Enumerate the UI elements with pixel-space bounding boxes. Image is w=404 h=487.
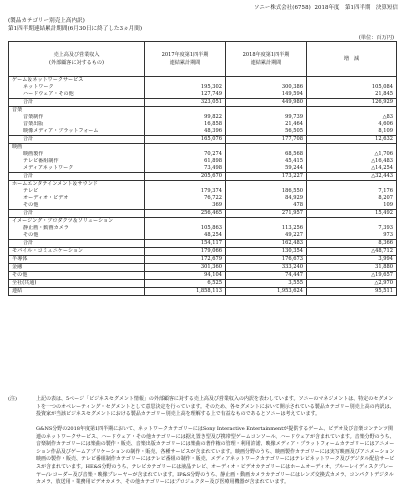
value-fy2017: 195,302 bbox=[145, 84, 226, 91]
row-label: 映画製作 bbox=[9, 151, 145, 158]
value-fy2018: 449,980 bbox=[226, 99, 307, 107]
value-change bbox=[307, 77, 397, 85]
period-title: 第1四半期連結累計期間(6月30日に終了した3ヵ月間) bbox=[8, 26, 143, 32]
table-row bbox=[9, 158, 397, 165]
value-fy2018: 176,673 bbox=[226, 256, 307, 264]
value-fy2018 bbox=[226, 107, 307, 115]
value-change: 95,511 bbox=[307, 288, 397, 296]
value-fy2018: 21,464 bbox=[226, 121, 307, 128]
row-label: 合計 bbox=[9, 210, 145, 218]
value-change: △2,970 bbox=[307, 280, 397, 288]
value-fy2017: 16,858 bbox=[145, 121, 226, 128]
section-title: (製品カテゴリー別売上高内訳) bbox=[8, 18, 85, 24]
value-change: 12,632 bbox=[307, 136, 397, 144]
value-fy2018: 45,415 bbox=[226, 158, 307, 165]
value-change: △19,657 bbox=[307, 272, 397, 280]
row-label: 合計 bbox=[9, 136, 145, 144]
table-row bbox=[9, 128, 397, 136]
value-fy2018: 84,929 bbox=[226, 195, 307, 202]
value-change: 8,207 bbox=[307, 195, 397, 202]
value-change: 8,366 bbox=[307, 240, 397, 248]
value-change: 8,109 bbox=[307, 128, 397, 136]
report-name: 2018年度 第1四半期 決算短信 bbox=[314, 5, 398, 11]
value-fy2018 bbox=[226, 77, 307, 85]
row-label: 合計 bbox=[9, 99, 145, 107]
value-fy2017: 127,749 bbox=[145, 91, 226, 99]
value-fy2017: 1,858,113 bbox=[145, 288, 226, 296]
table-row bbox=[9, 91, 397, 99]
value-fy2018: 271,957 bbox=[226, 210, 307, 218]
table-row bbox=[9, 84, 397, 91]
value-fy2018: 162,483 bbox=[226, 240, 307, 248]
row-label: イメージング・プロダクツ＆ソリューション bbox=[9, 218, 145, 226]
value-change bbox=[307, 107, 397, 115]
value-fy2018: 478 bbox=[226, 202, 307, 210]
value-fy2017: 369 bbox=[145, 202, 226, 210]
header-fy2017: 2017年度第1四半期 連結累計期間 bbox=[145, 42, 226, 77]
value-fy2018: 300,386 bbox=[226, 84, 307, 91]
value-fy2017: 154,117 bbox=[145, 240, 226, 248]
row-label: 音楽 bbox=[9, 107, 145, 115]
value-fy2017: 301,360 bbox=[145, 264, 226, 272]
table-row bbox=[9, 256, 397, 264]
value-change: 15,492 bbox=[307, 210, 397, 218]
row-label: 音楽制作 bbox=[9, 114, 145, 121]
row-label: メディアネットワーク bbox=[9, 165, 145, 173]
row-label: 音楽出版 bbox=[9, 121, 145, 128]
value-fy2017: 179,066 bbox=[145, 248, 226, 256]
value-fy2017 bbox=[145, 77, 226, 85]
value-change: △83 bbox=[307, 114, 397, 121]
value-fy2018: 68,568 bbox=[226, 151, 307, 158]
value-fy2018: 130,354 bbox=[226, 248, 307, 256]
value-change: △14,254 bbox=[307, 165, 397, 173]
value-fy2018: 99,739 bbox=[226, 114, 307, 121]
value-fy2017: 99,822 bbox=[145, 114, 226, 121]
row-label: その他 bbox=[9, 232, 145, 240]
report-header bbox=[254, 3, 398, 11]
table-row bbox=[9, 151, 397, 158]
table-row bbox=[9, 202, 397, 210]
table-row bbox=[9, 181, 397, 189]
table-row bbox=[9, 173, 397, 181]
table-row bbox=[9, 136, 397, 144]
table-row bbox=[9, 232, 397, 240]
value-change: △48,712 bbox=[307, 248, 397, 256]
value-change: 4,606 bbox=[307, 121, 397, 128]
value-fy2018: 333,240 bbox=[226, 264, 307, 272]
value-fy2017: 179,374 bbox=[145, 188, 226, 195]
table-row bbox=[9, 121, 397, 128]
value-change bbox=[307, 144, 397, 152]
value-change: 109 bbox=[307, 202, 397, 210]
value-change bbox=[307, 181, 397, 189]
value-change: 31,880 bbox=[307, 264, 397, 272]
value-fy2017 bbox=[145, 144, 226, 152]
table-row bbox=[9, 144, 397, 152]
value-change: 126,929 bbox=[307, 99, 397, 107]
value-fy2017: 256,465 bbox=[145, 210, 226, 218]
value-fy2018: 59,244 bbox=[226, 165, 307, 173]
value-fy2017: 6,525 bbox=[145, 280, 226, 288]
row-label: ハードウェア・その他 bbox=[9, 91, 145, 99]
company-name: ソニー株式会社(6758) bbox=[253, 5, 311, 11]
notes-paragraph-1: 上記の表は、5ページ「ビジネスセグメント情報」の外部顧客に対する売上高及び営業収入の内訳を表わしています。ソニーのマネジメントは、特定のセグメントを一つのオペレーティング・セグメントとして意思決定を行っています。そのため、各セグメントにおいて開示されている製品カテゴリー別売上高の内訳は、投資家が当該ビジネスセグメントにおける製品カテゴリー別売上高を理解する上で有益なものであるとソニーは考えています。 bbox=[36, 396, 395, 418]
value-fy2018 bbox=[226, 144, 307, 152]
value-fy2017: 48,254 bbox=[145, 232, 226, 240]
header-fy2018: 2018年度第1四半期 連結累計期間 bbox=[226, 42, 307, 77]
table-row bbox=[9, 188, 397, 195]
value-fy2017: 105,863 bbox=[145, 225, 226, 232]
value-fy2017 bbox=[145, 107, 226, 115]
value-fy2017: 165,076 bbox=[145, 136, 226, 144]
row-label: その他 bbox=[9, 272, 145, 280]
row-label: モバイル・コミュニケーション bbox=[9, 248, 145, 256]
table-row bbox=[9, 107, 397, 115]
value-change: △32,443 bbox=[307, 173, 397, 181]
value-change: 105,084 bbox=[307, 84, 397, 91]
table-row bbox=[9, 240, 397, 248]
row-label: 金融 bbox=[9, 264, 145, 272]
table-row bbox=[9, 210, 397, 218]
value-fy2018: 56,505 bbox=[226, 128, 307, 136]
row-label: 映画 bbox=[9, 144, 145, 152]
value-fy2018: 74,447 bbox=[226, 272, 307, 280]
table-header-row bbox=[9, 42, 397, 77]
value-change bbox=[307, 218, 397, 226]
value-fy2017: 73,498 bbox=[145, 165, 226, 173]
row-label: 半導体 bbox=[9, 256, 145, 264]
row-label: 合計 bbox=[9, 240, 145, 248]
row-label: ホームエンタテインメント＆サウンド bbox=[9, 181, 145, 189]
table-row bbox=[9, 280, 397, 288]
value-change: △1,706 bbox=[307, 151, 397, 158]
value-change: 7,176 bbox=[307, 188, 397, 195]
value-fy2018: 1,953,624 bbox=[226, 288, 307, 296]
value-change: 3,994 bbox=[307, 256, 397, 264]
value-fy2017: 94,104 bbox=[145, 272, 226, 280]
row-label: 連結 bbox=[9, 288, 145, 296]
table-row bbox=[9, 77, 397, 85]
value-fy2017: 205,670 bbox=[145, 173, 226, 181]
value-fy2018: 186,550 bbox=[226, 188, 307, 195]
value-fy2017 bbox=[145, 218, 226, 226]
value-fy2017: 48,396 bbox=[145, 128, 226, 136]
row-label: オーディオ・ビデオ bbox=[9, 195, 145, 202]
value-fy2017: 323,051 bbox=[145, 99, 226, 107]
notes-mark: (注) bbox=[8, 396, 17, 402]
table-row bbox=[9, 195, 397, 202]
row-label: 全社(共通) bbox=[9, 280, 145, 288]
value-fy2017: 76,722 bbox=[145, 195, 226, 202]
value-fy2018: 177,708 bbox=[226, 136, 307, 144]
value-change: 21,845 bbox=[307, 91, 397, 99]
value-fy2017: 61,898 bbox=[145, 158, 226, 165]
table-row bbox=[9, 99, 397, 107]
value-change: △16,483 bbox=[307, 158, 397, 165]
table-row bbox=[9, 165, 397, 173]
table-row bbox=[9, 288, 397, 296]
unit-label: (単位：百万円) bbox=[358, 35, 394, 41]
value-fy2018 bbox=[226, 181, 307, 189]
table-row bbox=[9, 218, 397, 226]
value-fy2017: 172,679 bbox=[145, 256, 226, 264]
row-label: 静止画・動画カメラ bbox=[9, 225, 145, 232]
header-change: 増 減 bbox=[307, 42, 397, 77]
table-row bbox=[9, 114, 397, 121]
row-label: 合計 bbox=[9, 173, 145, 181]
value-fy2017 bbox=[145, 181, 226, 189]
header-item: 売上高及び営業収入 (外部顧客に対するもの) bbox=[9, 42, 145, 77]
value-change: 973 bbox=[307, 232, 397, 240]
value-fy2018: 113,256 bbox=[226, 225, 307, 232]
table-row bbox=[9, 264, 397, 272]
value-fy2018: 49,227 bbox=[226, 232, 307, 240]
table-row bbox=[9, 272, 397, 280]
notes-paragraph-2: G&NS分野の2018年度第1四半期において、ネットワークカテゴリーにはSony Interactive Entertainmentが提供するゲーム、ビデオ及び音楽コンテンツ関連のネットワークサービス、ハードウェア・その他カテゴリーには据え置き型及び携帯型ゲームコンソール、ハードウェアが含まれています。音楽分野のうち、音楽制作カテゴリーには楽曲の製作・販売、音楽出版カテゴリーには楽曲の著作権の管理・利用許諾、映像メディア・プラットフォームカテゴリーにはアニメーション作品及びゲームアプリケーションの制作・販売、各種サービスが含まれています。映画分野のうち、映画製作カテゴリーには実写映画及びアニメーション映画の製作・販売、テレビ番組制作カテゴリーにはテレビ番組の制作・販売、メディアネットワークカテゴリーにはテレビネットワーク及びデジタル配信サービスが含まれています。HE&S分野のうち、テレビカテゴリーには液晶テレビ、オーディオ・ビデオカテゴリーにはホームオーディオ、ブルーレイディスクプレーヤー/レコーダー及び音楽・映像プレーヤーが含まれています。IP&S分野のうち、静止画・動画カメラカテゴリーにはレンズ交換式カメラ、コンパクトデジタルカメラ、放送用・業務用ビデオカメラ、その他カテゴリーにはプロジェクター及び医療用機器が含まれています。 bbox=[36, 426, 395, 486]
row-label: テレビ番組制作 bbox=[9, 158, 145, 165]
value-fy2018: 173,227 bbox=[226, 173, 307, 181]
value-fy2018: 149,594 bbox=[226, 91, 307, 99]
row-label: 映像メディア・プラットフォーム bbox=[9, 128, 145, 136]
sales-table bbox=[8, 41, 397, 296]
row-label: ネットワーク bbox=[9, 84, 145, 91]
value-fy2017: 70,274 bbox=[145, 151, 226, 158]
value-change: 7,393 bbox=[307, 225, 397, 232]
table-row bbox=[9, 225, 397, 232]
value-fy2018 bbox=[226, 218, 307, 226]
value-fy2018: 3,555 bbox=[226, 280, 307, 288]
row-label: その他 bbox=[9, 202, 145, 210]
row-label: ゲーム＆ネットワークサービス bbox=[9, 77, 145, 85]
row-label: テレビ bbox=[9, 188, 145, 195]
table-row bbox=[9, 248, 397, 256]
